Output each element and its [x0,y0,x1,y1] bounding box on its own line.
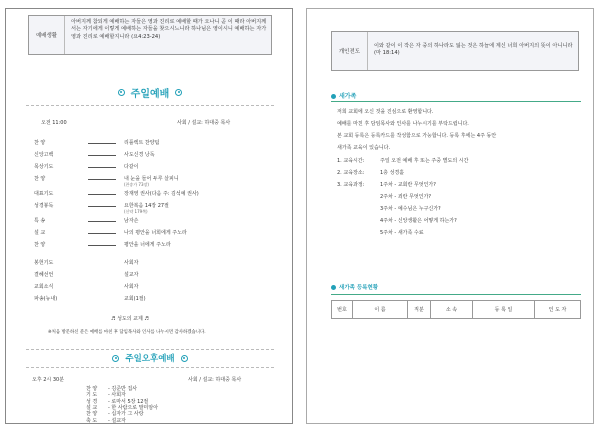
order-row [6,229,292,238]
order-value: 다같이 [124,164,139,170]
order-value: 교회(1절) [124,296,146,302]
order-value: 리플렉트 찬양팀 [124,140,160,146]
afternoon-value: - 십자가 그 사랑 [108,411,144,418]
afternoon-value: - 한 사람으로 말미암아 [108,404,159,411]
order-row [6,163,292,172]
left-page [5,8,293,424]
worship-box-text: 아버지께 참되게 예배하는 자들은 영과 진리로 예배할 때가 오나니 곧 이 때라 아버지께서는 자기에게 이렇게 예배하는 자들을 찾으시느니라 하나님은 영이시니 예배하는 자가 영과 진리로 예배할지니라 (요4:23-24) [71,19,267,40]
edu-value: 1주차 - 교회란 무엇인가? [380,182,436,188]
title-divider [26,105,274,106]
order-row [6,217,292,226]
order-value: 평안을 너에게 주노라 [124,242,171,248]
order-dash [88,155,116,156]
deco-circle-icon [175,89,182,96]
order-value: 사회자 [124,260,139,266]
order-value: 내 눈을 들어 두루 살피니 [124,176,179,182]
order-dash [88,143,116,144]
col-guide: 인 도 자 [535,301,581,319]
afternoon-label: 기 도 [86,392,98,399]
course-line: 3주차 - 예수님은 누구신가? [380,206,441,212]
order-row [6,139,292,148]
col-group: 소 속 [431,301,473,319]
newcomer-heading [331,91,356,100]
right-page [306,8,594,424]
sunday-time: 오전 11:00 [41,120,67,126]
table-header-row [332,301,581,319]
afternoon-label: 축 도 [86,417,98,424]
col-position: 직분 [408,301,431,319]
order-row [6,259,292,268]
edu-label: 1. 교육시간: [337,158,365,164]
registration-table [331,300,581,319]
order-value: 설교자 [124,272,139,278]
order-dash [88,233,116,234]
order-value: 사도신경 낭독 [124,152,155,158]
section-divider [26,367,274,368]
order-dash [88,167,116,168]
course-line: 4주차 - 신앙생활은 어떻게 하는가? [380,218,457,224]
order-row [6,271,292,280]
order-dash [88,194,116,195]
order-row [6,175,292,187]
bullet-dot-icon [331,94,336,99]
afternoon-value: - 사회자 [108,392,126,399]
order-value: 나의 평안을 너희에게 주노라 [124,230,187,236]
col-number: 번호 [332,301,353,319]
heading-underline [331,294,581,295]
afternoon-row [6,417,292,424]
intro-line: 예배를 마친 후 담임목사와 인사를 나누시기를 부탁드립니다. [337,121,469,127]
evangelism-box-label: 개인전도 [332,32,368,70]
afternoon-time: 오후 2시 30분 [32,377,65,383]
col-name: 이 름 [353,301,408,319]
afternoon-value: - 설교자 [108,417,126,424]
order-label: 파송(뉴내) [34,296,58,302]
afternoon-value: - 로마서 5장 12절 [108,398,149,405]
order-label: 특 송 [34,218,46,224]
deco-circle-icon [118,89,125,96]
edu-label: 3. 교육과정: [337,182,365,188]
evangelism-box-text: 이와 같이 이 작은 자 중의 하나라도 잃는 것은 하늘에 계신 너희 아버지의 뜻이 아니니라 (마 18:14) [374,43,573,57]
order-label: 찬 양 [34,140,46,146]
course-line: 2주차 - 죄란 무엇인가? [380,194,432,200]
intro-line: 저희 교회에 오신 것을 진심으로 환영합니다. [337,109,434,115]
fellowship-label: ♬ 성도의 교제 ♬ [111,316,149,322]
order-row [6,151,292,160]
order-value: 요한복음 14장 27절 [124,203,169,209]
order-row [6,241,292,250]
section-divider [26,349,274,350]
bullet-dot-icon [331,285,336,290]
afternoon-label: 찬 양 [86,386,98,392]
afternoon-leader: 사회 / 설교: 하대중 목사 [188,377,242,383]
order-label: 교회소식 [34,284,54,290]
edu-label: 2. 교육장소: [337,170,365,176]
worship-verse-box [28,15,272,55]
order-row [6,202,292,214]
intro-line: 본 교회 등록은 등록카드를 작성함으로 가능합니다. 등록 후에는 4주 동안 [337,133,497,139]
edu-value: 주일 오전 예배 후 또는 주중 별도의 시간 [380,158,469,164]
deco-circle-icon [181,355,188,362]
order-sub: (신약 179쪽) [124,209,148,214]
afternoon-label: 성 경 [86,398,98,405]
newcomer-title: 새가족 [339,93,357,100]
order-label: 신앙고백 [34,152,54,158]
afternoon-title-text: 주일오후예배 [125,354,175,364]
order-row [6,190,292,199]
afternoon-label: 설 교 [86,404,98,411]
edu-value: 1층 성경홀 [380,170,405,176]
afternoon-value: - 김준반 집사 [108,386,138,392]
order-dash [88,206,116,207]
order-label: 찬 양 [34,176,46,182]
order-dash [88,245,116,246]
evangelism-verse-box [331,31,579,71]
order-value: 남자손 [124,218,139,224]
sunday-title-text: 주일예배 [130,88,170,100]
intro-line: 새가족 교육이 있습니다. [337,145,391,151]
order-label: 목상기도 [34,164,54,170]
order-value: 장재영 권사(다음 주: 김석예 권사) [124,191,199,197]
order-sub: (찬송가 73장) [124,182,149,187]
order-label: 설 교 [34,230,46,236]
order-dash [88,221,116,222]
afternoon-title [6,352,293,364]
registration-heading [331,283,378,291]
order-row [6,283,292,292]
order-label: 봉헌기도 [34,260,54,266]
col-date: 등 록 일 [473,301,535,319]
course-line: 5주차 - 새가족 수료 [380,230,424,236]
sunday-title [6,85,293,99]
afternoon-label: 찬 양 [86,411,98,418]
registration-title: 새가족 등록현황 [339,285,379,291]
deco-circle-icon [112,355,119,362]
order-label: 찬 양 [34,242,46,248]
order-dash [88,179,116,180]
worship-box-label: 예배생활 [29,16,65,54]
order-label: 결혜선언 [34,272,54,278]
order-value: 사회자 [124,284,139,290]
order-row [6,295,292,304]
order-label: 대표기도 [34,191,54,197]
newcomer-note: ※처음 방문하신 분은 예배를 마친 후 담임목사와 인사를 나누시면 감사하겠습니다. [48,330,206,335]
heading-underline [331,101,581,102]
sunday-leader: 사회 / 설교: 하대중 목사 [177,120,231,126]
order-label: 성경봉독 [34,203,54,209]
